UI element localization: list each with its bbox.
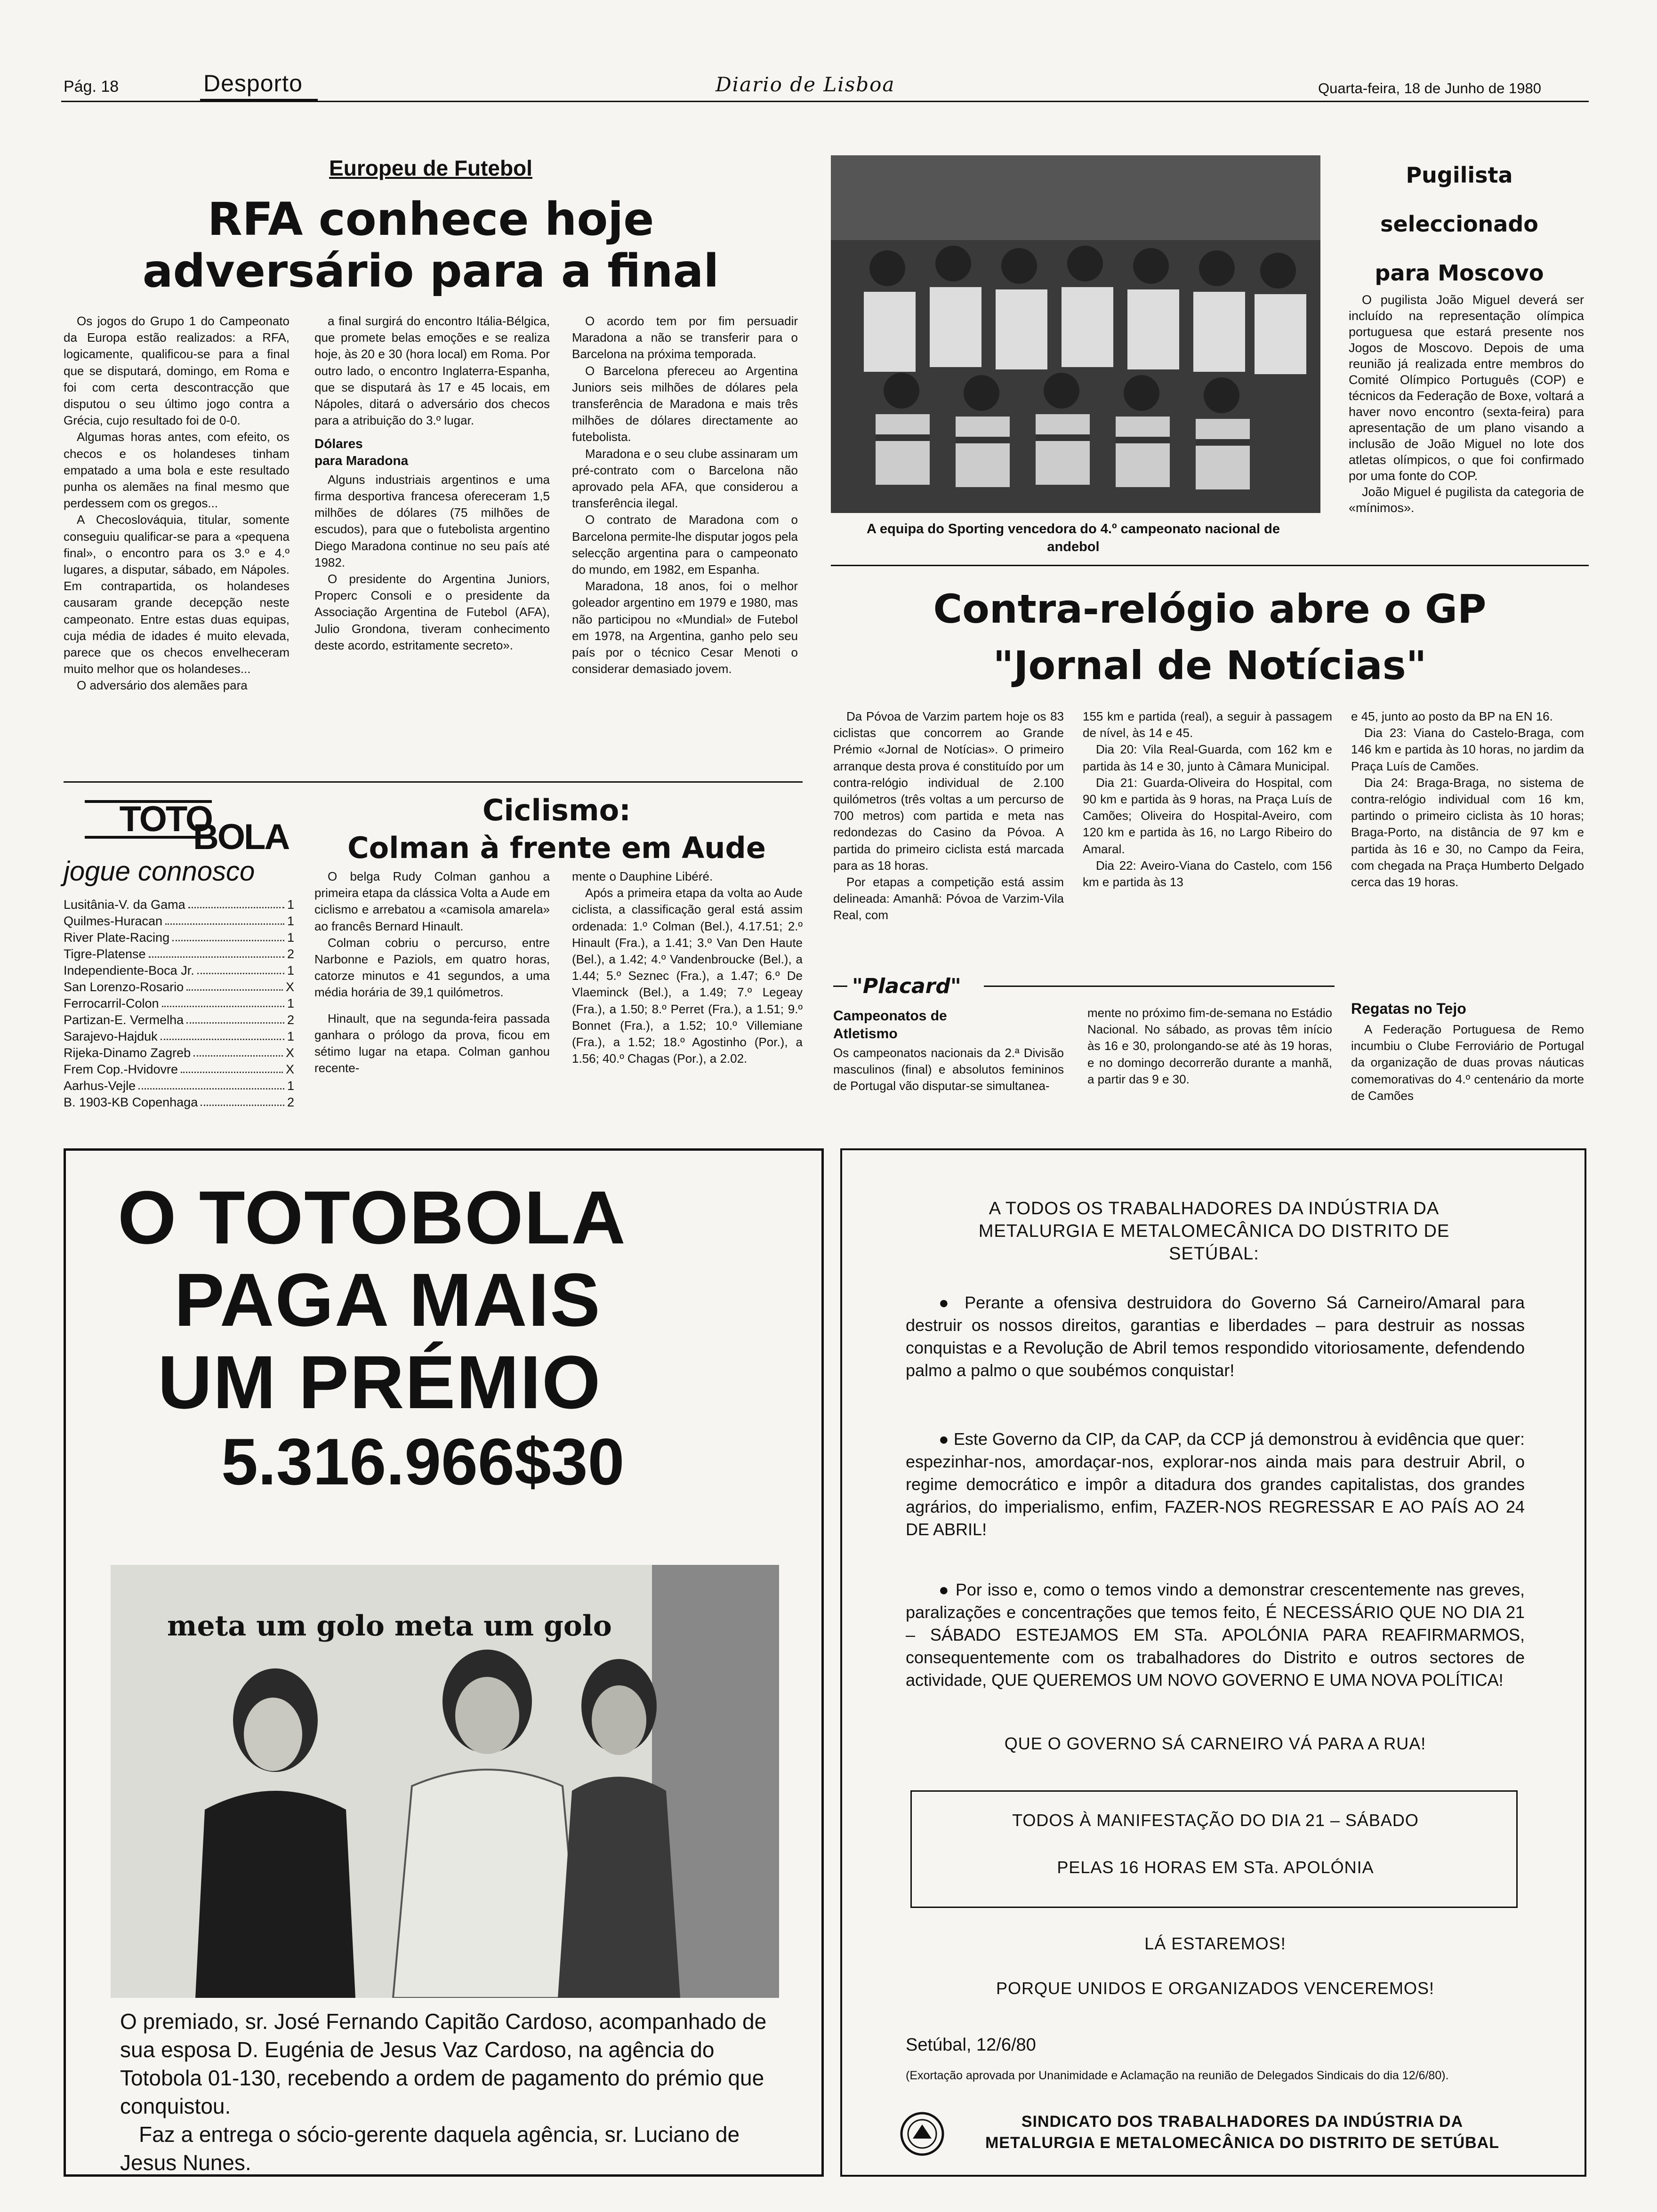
totobola-row — [64, 995, 294, 1012]
totobola-row — [64, 1045, 294, 1061]
pick: X — [285, 1046, 294, 1060]
contra-col2 — [1083, 708, 1332, 890]
headline-line: para Moscovo — [1375, 260, 1544, 286]
sindicato-venceremos: PORQUE UNIDOS E ORGANIZADOS VENCEREMOS! — [996, 1979, 1435, 1998]
totobola-row — [64, 1094, 294, 1111]
leader — [149, 946, 284, 958]
europeu-col3 — [572, 313, 798, 677]
sindicato-la-estaremos: LÁ ESTAREMOS! — [1144, 1934, 1286, 1953]
ciclismo-col2 — [572, 868, 803, 1067]
sindicato-ad — [840, 1148, 1586, 2177]
placard-subhead: Campeonatos de Atletismo — [833, 1008, 947, 1042]
paragraph: O adversário dos alemães para — [77, 678, 248, 693]
paragraph: Alguns industriais argentinos e uma firma desportiva francesa ofereceram 1,5 milhões de dólares (75 milhões de escudos), para que o futebolista argentino Diego Maradona continue no seu país até 1982. — [314, 472, 550, 569]
paragraph: Maradona e o seu clube assinaram um pré-contrato com o Barcelona não aprovado pela AFA, que considerou a transferência ilegal. — [572, 446, 798, 511]
placard-title — [833, 974, 1335, 998]
sindicato-paragraph-2: ● Este Governo da CIP, da CAP, da CCP já demonstrou à evidência que quer: espezinhar-nos, amordaçar-nos, explorar-nos ainda mais para destruir Abril, o regime democrático e impôr a ditadura dos grandes capitalistas, dos grandes agrários, do imperialismo, enfim, FAZER-NOS REGRESSAR E AO PAÍS AO 24 DE ABRIL! — [906, 1429, 1525, 1539]
pick: 2 — [287, 1095, 294, 1109]
totobola-row — [64, 1061, 294, 1078]
paragraph: Colman cobriu o percurso, entre Narbonne e Paziols, em quatro horas, catorze minutos e 41 segundos, a uma média horária de 39,1 quilómetros. — [314, 935, 550, 1000]
match: Quilmes-Huracan — [64, 914, 163, 928]
paragraph: Dia 21: Guarda-Oliveira do Hospital, com 90 km e partida às 9 horas, na Praça Luís de Camões; Oliveira do Hospital-Aveiro, com 120 km e partida às 16, no Largo Ribeiro do Amaral. — [1083, 775, 1332, 856]
match: River Plate-Racing — [64, 930, 170, 945]
paragraph: Após a primeira etapa da volta ao Aude ciclista, a classificação geral está assim ordenada: 1.º Colman (Bel.), 4.17.51; 2.º Hinault (Fra.), a 1.41; 3.º Van Den Haute (Bel.), a 1.42; 4.º Vandenbroucke (Bel.), a 1.44; 5.º Seznec (Fra.), a 1.47; 6.º De Vlaeminck (Bel.), a 1.49; 7.º Legeay (Fra.), a 1.50; 8.º Perret (Fra.), a 1.51; 9.º Bonnet (Fra.), a 1.52; 10.º Villemiane (Fra.), a 1.52; 18.º Agostinho (Por.), a 1.56; 40.º Chagas (Por.), a 2.02. — [572, 886, 803, 1066]
totobola-row — [64, 897, 294, 913]
pick: 2 — [287, 947, 294, 961]
issue-date: Quarta-feira, 18 de Junho de 1980 — [1318, 80, 1541, 96]
pick: 1 — [287, 1029, 294, 1043]
totobola-logo — [85, 800, 301, 857]
pick: 1 — [287, 914, 294, 928]
match: Frem Cop.-Hvidovre — [64, 1062, 178, 1076]
ad-line-3: UM PRÉMIO — [158, 1340, 602, 1424]
totobola-row — [64, 930, 294, 946]
sindicato-org-line-2: METALURGIA E METALOMECÂNICA DO DISTRITO DE SETÚBAL — [985, 2134, 1499, 2152]
paragraph: João Miguel é pugilista da categoria de «mínimos». — [1349, 485, 1584, 515]
regatas-title: Regatas no Tejo — [1351, 1000, 1466, 1017]
match: B. 1903-KB Copenhaga — [64, 1095, 198, 1109]
leader — [172, 930, 284, 941]
sindicato-title: A TODOS OS TRABALHADORES DA INDÚSTRIA DA METALURGIA E METALOMECÂNICA DO DISTRITO DE SETÚBAL: — [978, 1199, 1450, 1264]
section-name: Desporto — [203, 70, 303, 96]
ad-caption-2: Faz a entrega o sócio-gerente daquela agência, sr. Luciano de Jesus Nunes. — [120, 2122, 740, 2175]
contra-col1 — [833, 708, 1064, 924]
totobola-row — [64, 1012, 294, 1028]
paragraph: a final surgirá do encontro Itália-Bélgica, que promete belas emoções e se realiza hoje, às 20 e 30 (hora local) em Roma. Por outro lado, o encontro Inglaterra-Espanha, que se disputará às 17 e 45 locais, em Nápoles, ditará o adversário dos checos para a atribuição do 3.º lugar. — [314, 314, 550, 428]
leader — [201, 1094, 284, 1106]
maradona-subhead — [314, 435, 550, 468]
ad-caption-1: O premiado, sr. José Fernando Capitão Cardoso, acompanhado de sua esposa D. Eugénia de Jesus Vaz Cardoso, na agência do Totobola 01-130, recebendo a ordem de pagamento do prémio que conquistou. — [120, 2009, 767, 2118]
paragraph: O pugilista João Miguel deverá ser incluído na representação olímpica portuguesa que estará presente nos Jogos de Moscovo. Depois de uma reunião já realizada entre membros do Comité Olímpico Português (COP) e técnicos da Federação de Boxe, voltará a haver novo encontro (sexta-feira) para apresentação de um plano visando a inclusão de João Miguel no lote dos atletas olímpicos, o que foi confirmado por uma fonte do COP. — [1349, 293, 1584, 483]
match: Lusitânia-V. da Gama — [64, 898, 185, 912]
contra-col3 — [1351, 708, 1584, 890]
pick: X — [285, 980, 294, 994]
leader — [197, 962, 284, 974]
totobola-row — [64, 962, 294, 979]
europeu-col2 — [314, 313, 550, 654]
match: Partizan-E. Vermelha — [64, 1013, 184, 1027]
contra-headline-2: "Jornal de Notícias" — [993, 642, 1427, 689]
paragraph: Hinault, que na segunda-feira passada ganhara o prólogo da prova, ficou em sétimo lugar na etapa. Colman ganhou recente- — [314, 1011, 550, 1075]
sindicato-box-line-1: TODOS À MANIFESTAÇÃO DO DIA 21 – SÁBADO — [1012, 1811, 1419, 1830]
ciclismo-headline-1: Ciclismo: — [483, 793, 631, 827]
pugilista-body — [1349, 292, 1584, 516]
match: San Lorenzo-Rosario — [64, 980, 184, 994]
leader — [138, 1078, 284, 1090]
totobola-row — [64, 979, 294, 995]
leader — [188, 897, 284, 908]
sporting-photo-caption: A equipa do Sporting vencedora do 4.º campeonato nacional de andebol — [866, 521, 1280, 554]
placard-title-text: "Placard" — [852, 974, 966, 998]
match: Aarhus-Vejle — [64, 1079, 136, 1093]
ad-photo — [111, 1565, 779, 1998]
regatas-body: A Federação Portuguesa de Remo incumbiu o Clube Ferroviário de Portugal da organização de duas provas náuticas comemorativas do 4.º centenário da morte de Camões — [1351, 1022, 1584, 1103]
totobola-row — [64, 1078, 294, 1094]
sindicato-paragraph-1: ● Perante a ofensiva destruidora do Governo Sá Carneiro/Amaral para destruir os nossos direitos, garantias e liberdades – para destruir as nossas conquistas e a Revolução de Abril temos respondido vitoriosamente, defendendo palmo a palmo o que soubémos conquistar! — [906, 1293, 1525, 1380]
paragraph: O belga Rudy Colman ganhou a primeira etapa da clássica Volta a Aude em ciclismo e arrebatou a «camisola amarela» ao francês Bernard Hinault. — [314, 869, 550, 933]
paragraph: Dia 20: Vila Real-Guarda, com 162 km e partida às 14 e 30, junto à Câmara Municipal. — [1083, 742, 1332, 773]
paragraph: Dia 24: Braga-Braga, no sistema de contra-relógio individual com 16 km, partindo o primeiro ciclista às 10 horas; Braga-Porto, na distância de 97 km e partida às 16 e 30, no Campo da Feira, com chegada na Praça Humberto Delgado cerca das 19 horas. — [1351, 775, 1584, 890]
paragraph: e 45, junto ao posto da BP na EN 16. — [1351, 709, 1553, 723]
ad-prize-amount: 5.316.966$30 — [221, 1425, 625, 1499]
ad-line-1: O TOTOBOLA — [118, 1175, 627, 1259]
totobola-list — [64, 897, 294, 1111]
totobola-logo-bola: BOLA — [193, 817, 289, 857]
leader — [186, 1012, 284, 1024]
header-rule — [61, 101, 1589, 102]
paragraph: Por etapas a competição está assim delineada: Amanhã: Póvoa de Varzim-Vila Real, com — [833, 875, 1064, 922]
sindicato-paragraph-3: ● Por isso e, como o temos vindo a demonstrar crescentemente nas greves, paralizações e concentrações que temos feito, É NECESSÁRIO QUE NO DIA 21 – SÁBADO ESTEJAMOS EM STa. APOLÓNIA PARA REAFIRMARMOS, consequentemente com os trabalhadores do Distrito e outros sectores de actividade, QUE QUEREMOS UM NOVO GOVERNO E UMA NOVA POLÍTICA! — [906, 1580, 1525, 1690]
pick: 1 — [287, 930, 294, 945]
paragraph: 155 km e partida (real), a seguir à passagem de nível, às 14 e 45. — [1083, 709, 1332, 740]
totobola-row — [64, 1028, 294, 1045]
paragraph: O acordo tem por fim persuadir Maradona a não se transferir para o Barcelona na próxima temporada. — [572, 314, 798, 361]
totobola-ad — [64, 1148, 824, 2177]
sindicato-box-line-2: PELAS 16 HORAS EM STa. APOLÓNIA — [1057, 1858, 1374, 1877]
pugilista-headline — [1332, 151, 1586, 297]
match: Tigre-Platense — [64, 947, 146, 961]
sindicato-emblem — [899, 2110, 946, 2157]
match: Sarajevo-Hajduk — [64, 1029, 158, 1043]
totobola-slogan: jogue connosco — [64, 856, 255, 887]
paragraph: mente o Dauphine Libéré. — [572, 869, 713, 883]
ad-photo-sign: meta um golo meta um golo — [167, 1610, 612, 1643]
totobola-row — [64, 946, 294, 962]
headline-line: seleccionado — [1380, 211, 1538, 237]
placard-rule-left — [833, 986, 847, 987]
totobola-logo-toto: TOTO — [85, 800, 212, 839]
paragraph: Dia 23: Viana do Castelo-Braga, com 146 km e partida às 10 horas, no jardim da Praça Luís de Camões. — [1351, 726, 1584, 773]
leader — [181, 1061, 283, 1073]
europeu-bottom-rule — [64, 781, 803, 783]
sindicato-org-line-1: SINDICATO DOS TRABALHADORES DA INDÚSTRIA DA — [1021, 2113, 1464, 2131]
paragraph: Maradona, 18 anos, foi o melhor goleador argentino em 1979 e 1980, mas não participou no «Mundial» de Futebol em 1978, na Argentina, ganho pelo seu país por o técnico Cesar Menoti o considerar demasiado jovem. — [572, 579, 798, 676]
ad-line-2: PAGA MAIS — [174, 1258, 601, 1342]
match: Independiente-Boca Jr. — [64, 963, 194, 978]
headline-line: Pugilista — [1406, 162, 1513, 188]
paragraph: O contrato de Maradona com o Barcelona permite-lhe disputar jogos pela selecção argentina para o campeonato do mundo, em 1982, em Espanha. — [572, 513, 798, 577]
paragraph: Os jogos do Grupo 1 do Campeonato da Europa estão realizados: a RFA, logicamente, qualificou-se para a final que se disputará, domingo, em Roma e foi com certa descontracção que disputou o seu último jogo contra a Grécia, cujo resultado foi de 0-0. — [64, 314, 290, 428]
ciclismo-headline-2: Colman à frente em Aude — [347, 831, 766, 865]
europeu-col1 — [64, 313, 290, 694]
placard-rule-right — [984, 986, 1335, 987]
paragraph: Algumas horas antes, com efeito, os checos e os holandeses tinham empatado a uma bola e este resultado punha os alemães na final mesmo que perdessem com os gregos... — [64, 430, 290, 511]
paragraph: Dia 22: Aveiro-Viana do Castelo, com 156 km e partida às 13 — [1083, 858, 1332, 890]
masthead: Diario de Lisboa — [716, 73, 895, 96]
union-emblem-icon — [899, 2110, 946, 2157]
ciclismo-col1 — [314, 868, 550, 1076]
pugilista-bottom-rule — [831, 565, 1589, 566]
sindicato-inner-box — [910, 1790, 1518, 1908]
team-photo-image — [831, 155, 1320, 513]
match: Rijeka-Dinamo Zagreb — [64, 1046, 191, 1060]
placard-col2: mente no próximo fim-de-semana no Estádio Nacional. No sábado, as provas têm início às 16 e 30, prolongando-se até às 19 horas, e no domingo decorrerão durante a manhã, a partir das 9 e 30. — [1087, 1006, 1332, 1086]
match: Ferrocarril-Colon — [64, 996, 159, 1010]
paragraph: O Barcelona pfereceu ao Argentina Juniors seis milhões de dólares pela transferência de Maradona e mais três milhões de dólares directamente ao futebolista. — [572, 363, 798, 444]
contra-headline-1: Contra-relógio abre o GP — [933, 586, 1487, 632]
paragraph: A Checoslováquia, titular, somente conseguiu qualificar-se para a «pequena final», o encontro para os 3.º e 4.º lugares, a disputar, sábado, em Nápoles. Em contrapartida, os holandeses causaram grande decepção neste campeonato. Entre estas duas equipas, cuja média de idades é muito elevada, parece que os checos envelheceram muito melhor que os holandeses... — [64, 513, 290, 676]
sindicato-place-date: Setúbal, 12/6/80 — [906, 2035, 1036, 2055]
leader — [193, 1045, 283, 1057]
europeu-headline-1: RFA conhece hoje — [207, 193, 654, 246]
sindicato-note: (Exortação aprovada por Unanimidade e Aclamação na reunião de Delegados Sindicais do dia 12/6/80). — [906, 2069, 1449, 2082]
leader — [186, 979, 283, 991]
paragraph: Da Póvoa de Varzim partem hoje os 83 ciclistas que concorrem ao Grande Prémio «Jornal de Notícias». O primeiro arranque desta prova é constituído por um contra-relógio individual de 2.100 quilómetros (três voltas a um percurso de 700 metros) com partida e meta nas redondezas do Casino da Póvoa. A partida do primeiro ciclista está marcada para as 18 horas. — [833, 709, 1064, 873]
totobola-row — [64, 913, 294, 930]
leader — [161, 1028, 284, 1040]
sindicato-slogan: QUE O GOVERNO SÁ CARNEIRO VÁ PARA A RUA! — [1004, 1734, 1426, 1753]
placard-col1: Os campeonatos nacionais da 2.ª Divisão masculinos (final) e absolutos femininos de Portugal vão disputar-se simultanea- — [833, 1046, 1064, 1093]
pick: 1 — [287, 898, 294, 912]
sporting-team-photo — [831, 155, 1320, 513]
pick: 1 — [287, 996, 294, 1010]
leader — [165, 913, 284, 925]
leader — [162, 995, 284, 1007]
pick: 1 — [287, 963, 294, 978]
ad-caption — [120, 2007, 779, 2177]
pick: 2 — [287, 1013, 294, 1027]
europeu-headline-2: adversário para a final — [142, 245, 719, 297]
europeu-kicker: Europeu de Futebol — [329, 156, 532, 180]
page-number: Pág. 18 — [64, 78, 119, 96]
paragraph: O presidente do Argentina Juniors, Properc Consoli e o presidente da Associação Argentina de Futebol (AFA), Julio Grondona, tiveram conhecimento deste acordo, estritamente secreto». — [314, 572, 550, 652]
subhead-line: para Maradona — [314, 453, 409, 468]
pick: 1 — [287, 1079, 294, 1093]
pick: X — [285, 1062, 294, 1076]
subhead-line: Dólares — [314, 436, 363, 451]
